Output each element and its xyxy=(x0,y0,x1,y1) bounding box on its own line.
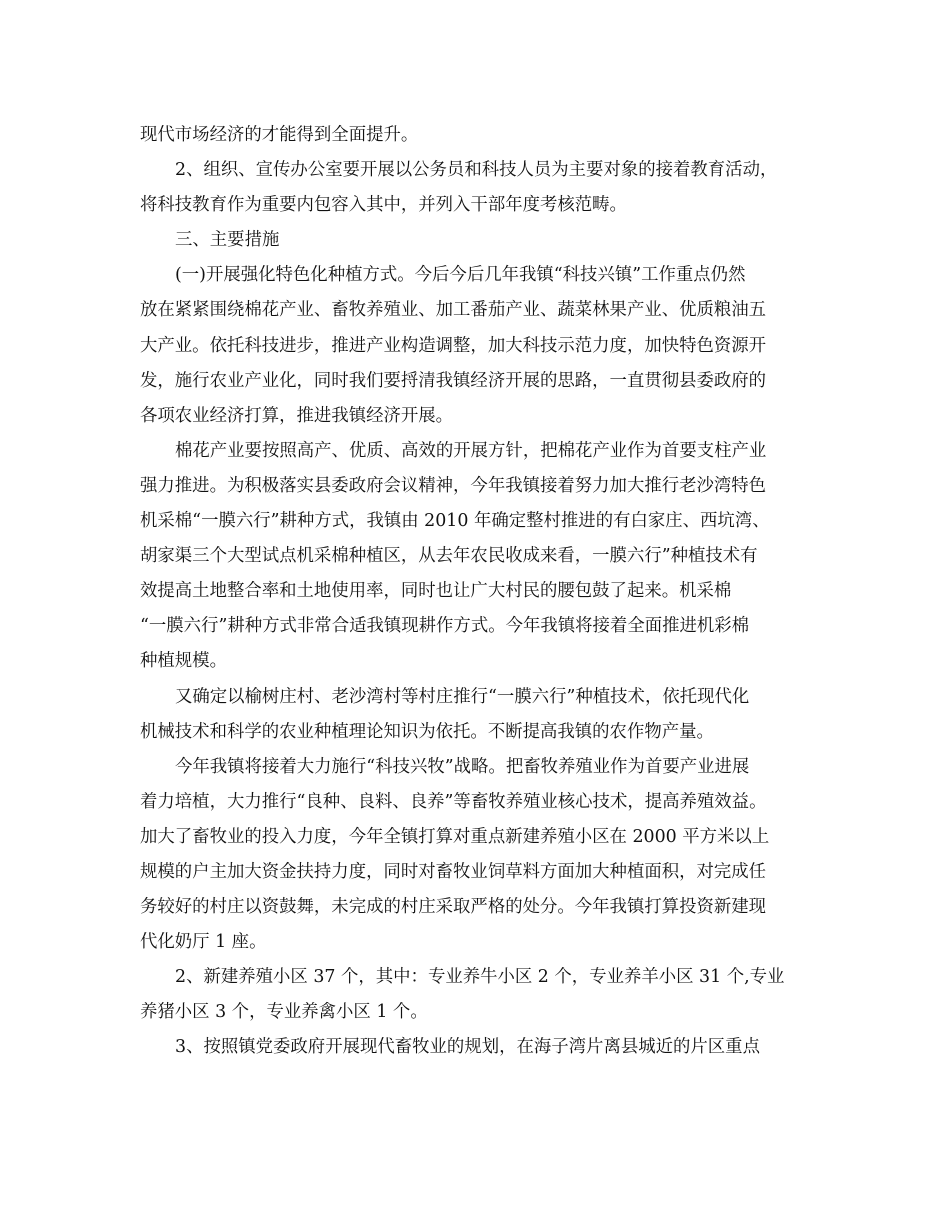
text-line: 机采棉“一膜六行”耕种方式，我镇由 2010 年确定整村推进的有白家庄、西坑湾、 xyxy=(140,511,770,532)
text-line: 规模的户主加大资金扶持力度，同时对畜牧业饲草料方面加大种植面积，对完成任 xyxy=(140,861,767,882)
text-line: 大产业。依托科技进步，推进产业构造调整，加大科技示范力度，加快特色资源开 xyxy=(140,335,767,356)
text-line: 种植规模。 xyxy=(140,651,227,672)
text-line: 各项农业经济打算，推进我镇经济开展。 xyxy=(140,405,454,426)
text-line: 又确定以榆树庄村、老沙湾村等村庄推行“一膜六行”种植技术，依托现代化 xyxy=(175,686,750,707)
text-line: 放在紧紧围绕棉花产业、畜牧养殖业、加工番茄产业、蔬菜林果产业、优质粮油五 xyxy=(140,300,767,321)
text-line: 着力培植，大力推行“良种、良料、良养”等畜牧养殖业核心技术，提高养殖效益。 xyxy=(140,791,767,812)
text-line: 发，施行农业产业化，同时我们要捋清我镇经济开展的思路，一直贯彻县委政府的 xyxy=(140,370,767,391)
text-line: 养猪小区 3 个，专业养禽小区 1 个。 xyxy=(140,1002,428,1023)
text-line: 2、新建养殖小区 37 个，其中：专业养牛小区 2 个，专业养羊小区 31 个,专业 xyxy=(175,967,785,988)
text-line: 今年我镇将接着大力施行“科技兴牧”战略。把畜牧养殖业作为首要产业进展 xyxy=(175,756,750,777)
text-line: (一)开展强化特色化种植方式。今后今后几年我镇“科技兴镇”工作重点仍然 xyxy=(175,265,746,286)
text-line: 棉花产业要按照高产、优质、高效的开展方针，把棉花产业作为首要支柱产业 xyxy=(175,440,767,461)
text-line: 胡家渠三个大型试点机采棉种植区，从去年农民收成来看，一膜六行”种植技术有 xyxy=(140,546,758,567)
document-body-text xyxy=(140,118,820,1066)
text-line: 2、组织、宣传办公室要开展以公务员和科技人员为主要对象的接着教育活动， xyxy=(175,160,778,181)
text-line: 代化奶厅 1 座。 xyxy=(140,932,267,953)
text-line: 三、主要措施 xyxy=(175,230,280,251)
text-line: 强力推进。为积极落实县委政府会议精神，今年我镇接着努力加大推行老沙湾特色 xyxy=(140,475,767,496)
text-line: 务较好的村庄以资鼓舞，未完成的村庄采取严格的处分。今年我镇打算投资新建现 xyxy=(140,897,767,918)
text-line: 现代市场经济的才能得到全面提升。 xyxy=(140,125,419,145)
text-line: “一膜六行”耕种方式非常合适我镇现耕作方式。今年我镇将接着全面推进机彩棉 xyxy=(140,616,750,637)
text-line: 3、按照镇党委政府开展现代畜牧业的规划，在海子湾片离县城近的片区重点 xyxy=(175,1037,760,1058)
text-line: 效提高土地整合率和土地使用率，同时也让广大村民的腰包鼓了起来。机采棉 xyxy=(140,581,732,602)
text-line: 将科技教育作为重要内包容入其中，并列入干部年度考核范畴。 xyxy=(140,195,627,216)
text-line: 加大了畜牧业的投入力度，今年全镇打算对重点新建养殖小区在 2000 平方米以上 xyxy=(140,826,770,847)
text-line: 机械技术和科学的农业种植理论知识为依托。不断提高我镇的农作物产量。 xyxy=(140,721,714,742)
